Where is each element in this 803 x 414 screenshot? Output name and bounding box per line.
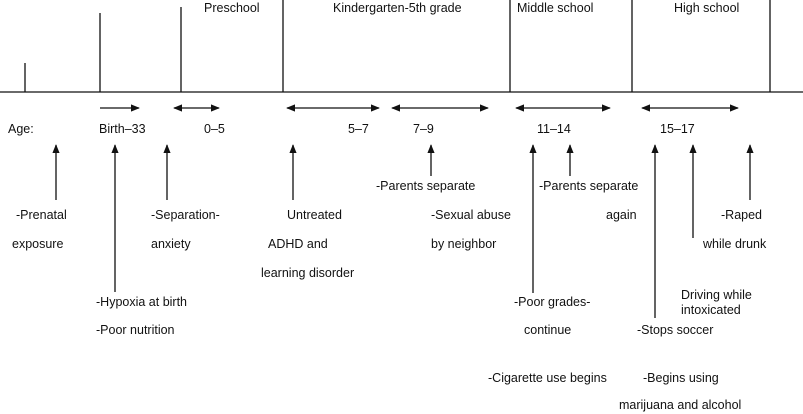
age-11-14: 11–14 [537, 122, 571, 136]
event-prenatal-line2: exposure [12, 237, 64, 251]
event-adhd-line1: Untreated [287, 208, 342, 222]
event-poor-grades-line2: continue [524, 323, 572, 337]
stage-kindergarten: Kindergarten-5th grade [333, 1, 462, 15]
event-prenatal-line1: -Prenatal [16, 208, 67, 222]
event-sexual-abuse-line1: -Sexual abuse [431, 208, 511, 222]
age-7-9: 7–9 [413, 122, 434, 136]
age-birth: Birth–33 [99, 122, 146, 136]
age-0-5: 0–5 [204, 122, 225, 136]
event-stops-soccer: -Stops soccer [637, 323, 714, 337]
stage-preschool: Preschool [204, 1, 260, 15]
event-nutrition: -Poor nutrition [96, 323, 175, 337]
event-separation-line2: anxiety [151, 237, 191, 251]
event-hypoxia: -Hypoxia at birth [96, 295, 188, 309]
event-poor-grades-line1: -Poor grades- [514, 295, 591, 309]
event-raped-line2: while drunk [703, 237, 767, 251]
age-5-7: 5–7 [348, 122, 369, 136]
event-raped-line1: -Raped [721, 208, 762, 222]
event-parents-separate: -Parents separate [376, 179, 476, 193]
event-sexual-abuse-line2: by neighbor [431, 237, 497, 251]
stage-middle-school: Middle school [517, 1, 594, 15]
age-label: Age: [8, 122, 34, 136]
event-marijuana-line1: -Begins using [643, 371, 719, 385]
event-adhd-line3: learning disorder [261, 266, 355, 280]
event-marijuana-line2: marijuana and alcohol [619, 398, 742, 412]
event-adhd-line2: ADHD and [268, 237, 328, 251]
age-15-17: 15–17 [660, 122, 695, 136]
event-driving-line2: intoxicated [681, 303, 741, 317]
event-parents-separate-again-line2: again [606, 208, 637, 222]
event-parents-separate-again-line1: -Parents separate [539, 179, 639, 193]
event-separation-line1: -Separation- [151, 208, 220, 222]
event-driving-line1: Driving while [681, 288, 752, 302]
stage-high-school: High school [674, 1, 740, 15]
event-cigarette: -Cigarette use begins [488, 371, 607, 385]
